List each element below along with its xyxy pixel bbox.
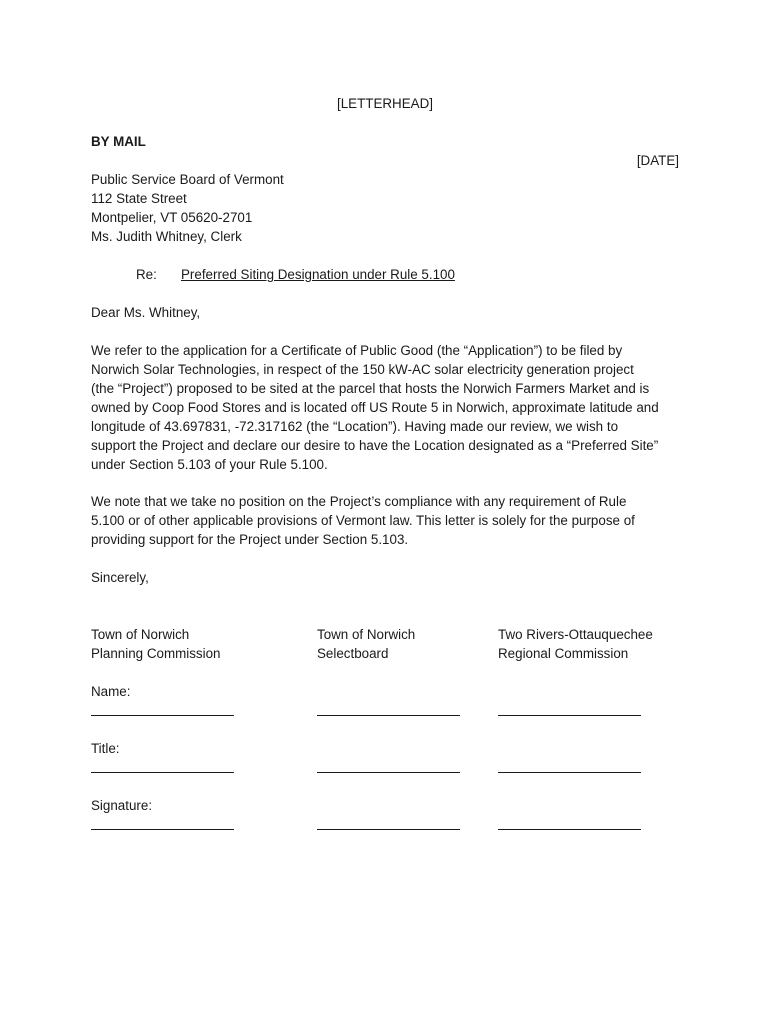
address-line: Public Service Board of Vermont — [91, 172, 284, 187]
signatory-selectboard — [317, 625, 415, 663]
signature-line-selectboard[interactable] — [317, 829, 460, 830]
name-line-selectboard[interactable] — [317, 715, 460, 716]
signatory-line: Town of Norwich — [317, 627, 416, 642]
body-paragraph-2 — [91, 492, 691, 549]
title-line-selectboard[interactable] — [317, 772, 460, 773]
paragraph-line: providing support for the Project under Section 5.103. — [91, 532, 409, 547]
paragraph-line: Norwich Solar Technologies, in respect of the 150 kW-AC solar electricity generation project — [91, 362, 634, 377]
signatory-planning-commission — [91, 625, 221, 663]
signatory-line: Regional Commission — [498, 646, 629, 661]
address-line: Montpelier, VT 05620-2701 — [91, 210, 253, 225]
title-line-regional[interactable] — [498, 772, 641, 773]
signature-label: Signature: — [91, 798, 153, 813]
signatory-line: Planning Commission — [91, 646, 221, 661]
address-line: 112 State Street — [91, 191, 187, 206]
recipient-address — [91, 170, 284, 246]
body-paragraph-1 — [91, 341, 691, 474]
paragraph-line: support the Project and declare our desire to have the Location designated as a “Preferred Site” — [91, 438, 659, 453]
paragraph-line: 5.100 or of other applicable provisions of Vermont law. This letter is solely for the purpose of — [91, 513, 635, 528]
paragraph-line: We refer to the application for a Certificate of Public Good (the “Application”) to be filed by — [91, 343, 623, 358]
letterhead-placeholder: [LETTERHEAD] — [337, 96, 433, 111]
signatory-line: Two Rivers-Ottauquechee — [498, 627, 653, 642]
paragraph-line: (the “Project”) proposed to be sited at the parcel that hosts the Norwich Farmers Market and is — [91, 381, 650, 396]
paragraph-line: owned by Coop Food Stores and is located off US Route 5 in Norwich, approximate latitude and — [91, 400, 659, 415]
name-line-regional[interactable] — [498, 715, 641, 716]
re-label: Re: — [136, 267, 157, 282]
salutation: Dear Ms. Whitney, — [91, 305, 201, 320]
paragraph-line: under Section 5.103 of your Rule 5.100. — [91, 457, 328, 472]
name-label: Name: — [91, 684, 131, 699]
name-line-planning[interactable] — [91, 715, 234, 716]
title-label: Title: — [91, 741, 120, 756]
date-placeholder: [DATE] — [636, 153, 679, 168]
signatory-line: Selectboard — [317, 646, 389, 661]
signatory-regional-commission — [498, 625, 653, 663]
paragraph-line: longitude of 43.697831, -72.317162 (the “Location”). Having made our review, we wish to — [91, 419, 619, 434]
signature-line-regional[interactable] — [498, 829, 641, 830]
signatory-line: Town of Norwich — [91, 627, 190, 642]
address-line: Ms. Judith Whitney, Clerk — [91, 229, 242, 244]
paragraph-line: We note that we take no position on the Project’s compliance with any requirement of Rule — [91, 494, 627, 509]
closing: Sincerely, — [91, 570, 149, 585]
delivery-method: BY MAIL — [91, 134, 146, 149]
title-line-planning[interactable] — [91, 772, 234, 773]
re-subject: Preferred Siting Designation under Rule 5.100 — [181, 267, 455, 282]
signature-line-planning[interactable] — [91, 829, 234, 830]
